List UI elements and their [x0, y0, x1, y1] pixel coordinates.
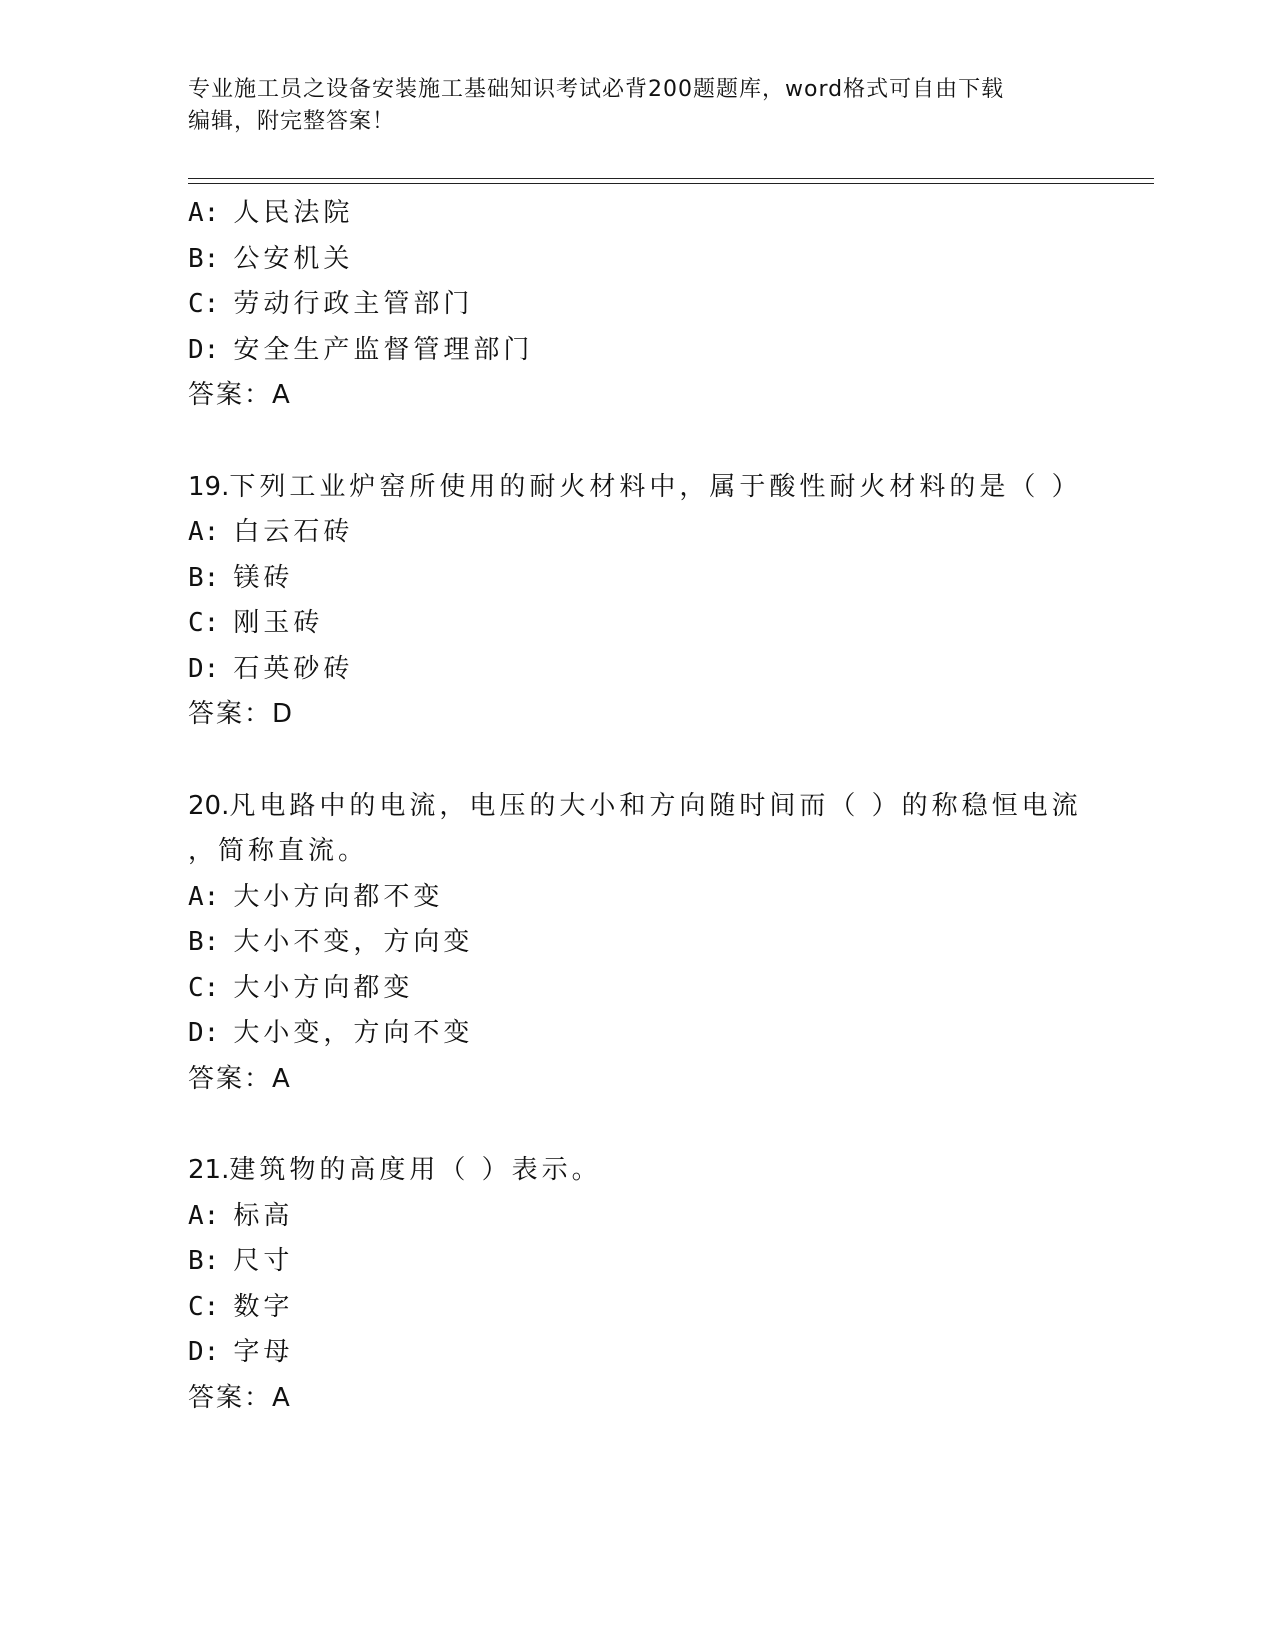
option-d: D: 大小变，方向不变 [188, 1018, 474, 1048]
question-number: 20. [188, 790, 230, 821]
option-a: A: 白云石砖 [188, 517, 354, 547]
option-text: 尺寸 [233, 1246, 294, 1276]
option-a: A: 大小方向都不变 [188, 881, 444, 912]
answer-line: 答案：A [188, 1382, 291, 1413]
question-number: 21. [188, 1155, 230, 1185]
header-line-1: 专业施工员之设备安装施工基础知识考试必背200题题库，word格式可自由下载 [188, 77, 1005, 102]
option-text: 大小变，方向不变 [233, 1018, 474, 1048]
option-text: 劳动行政主管部门 [233, 289, 474, 319]
question-21 [188, 1148, 1108, 1421]
option-text: 镁砖 [233, 562, 294, 593]
option-b: B: 镁砖 [188, 562, 294, 593]
option-b: B: 公安机关 [188, 243, 354, 274]
option-b: B: 大小不变，方向变 [188, 927, 474, 957]
header-line-2: 编辑，附完整答案！ [188, 109, 396, 134]
option-a: A: 人民法院 [188, 198, 354, 228]
question-stem: 21.建筑物的高度用（ ）表示。 [188, 1155, 602, 1185]
header-divider-bottom [188, 183, 1154, 184]
answer-value: D [272, 699, 294, 729]
option-text: 人民法院 [233, 198, 354, 228]
option-c: C: 数字 [188, 1291, 294, 1322]
option-c: C: 刚玉砖 [188, 608, 324, 638]
option-c: C: 劳动行政主管部门 [188, 289, 474, 319]
option-d: D: 安全生产监督管理部门 [188, 334, 534, 365]
document-header [188, 74, 1068, 138]
answer-value: A [272, 1063, 291, 1094]
option-d: D: 石英砂砖 [188, 653, 354, 684]
header-divider-top [188, 178, 1154, 179]
option-text: 标高 [233, 1200, 294, 1231]
question-stem: 19.下列工业炉窑所使用的耐火材料中，属于酸性耐火材料的是（ ） [188, 471, 1082, 502]
answer-value: A [272, 380, 291, 410]
answer-line: 答案：D [188, 699, 294, 729]
answer-line: 答案：A [188, 1063, 291, 1094]
question-list [188, 191, 1108, 1421]
option-text: 大小方向都不变 [233, 881, 444, 912]
answer-value: A [272, 1382, 291, 1413]
option-text: 大小不变，方向变 [233, 927, 474, 957]
question-20 [188, 784, 1108, 1103]
question-stem-continued: ，简称直流。 [188, 836, 369, 866]
option-c: C: 大小方向都变 [188, 972, 414, 1003]
option-b: B: 尺寸 [188, 1246, 294, 1276]
option-d: D: 字母 [188, 1337, 294, 1367]
option-text: 数字 [233, 1291, 294, 1322]
answer-line: 答案：A [188, 380, 291, 410]
option-text: 白云石砖 [233, 517, 354, 547]
option-text: 大小方向都变 [233, 972, 414, 1003]
option-text: 安全生产监督管理部门 [233, 334, 534, 365]
option-a: A: 标高 [188, 1200, 294, 1231]
question-18-fragment [188, 191, 1108, 419]
question-stem: 20.凡电路中的电流，电压的大小和方向随时间而（ ）的称稳恒电流 [188, 790, 1082, 821]
question-19 [188, 465, 1108, 738]
question-number: 19. [188, 471, 230, 502]
option-text: 刚玉砖 [233, 608, 324, 638]
option-text: 字母 [233, 1337, 294, 1367]
option-text: 公安机关 [233, 243, 354, 274]
option-text: 石英砂砖 [233, 653, 354, 684]
